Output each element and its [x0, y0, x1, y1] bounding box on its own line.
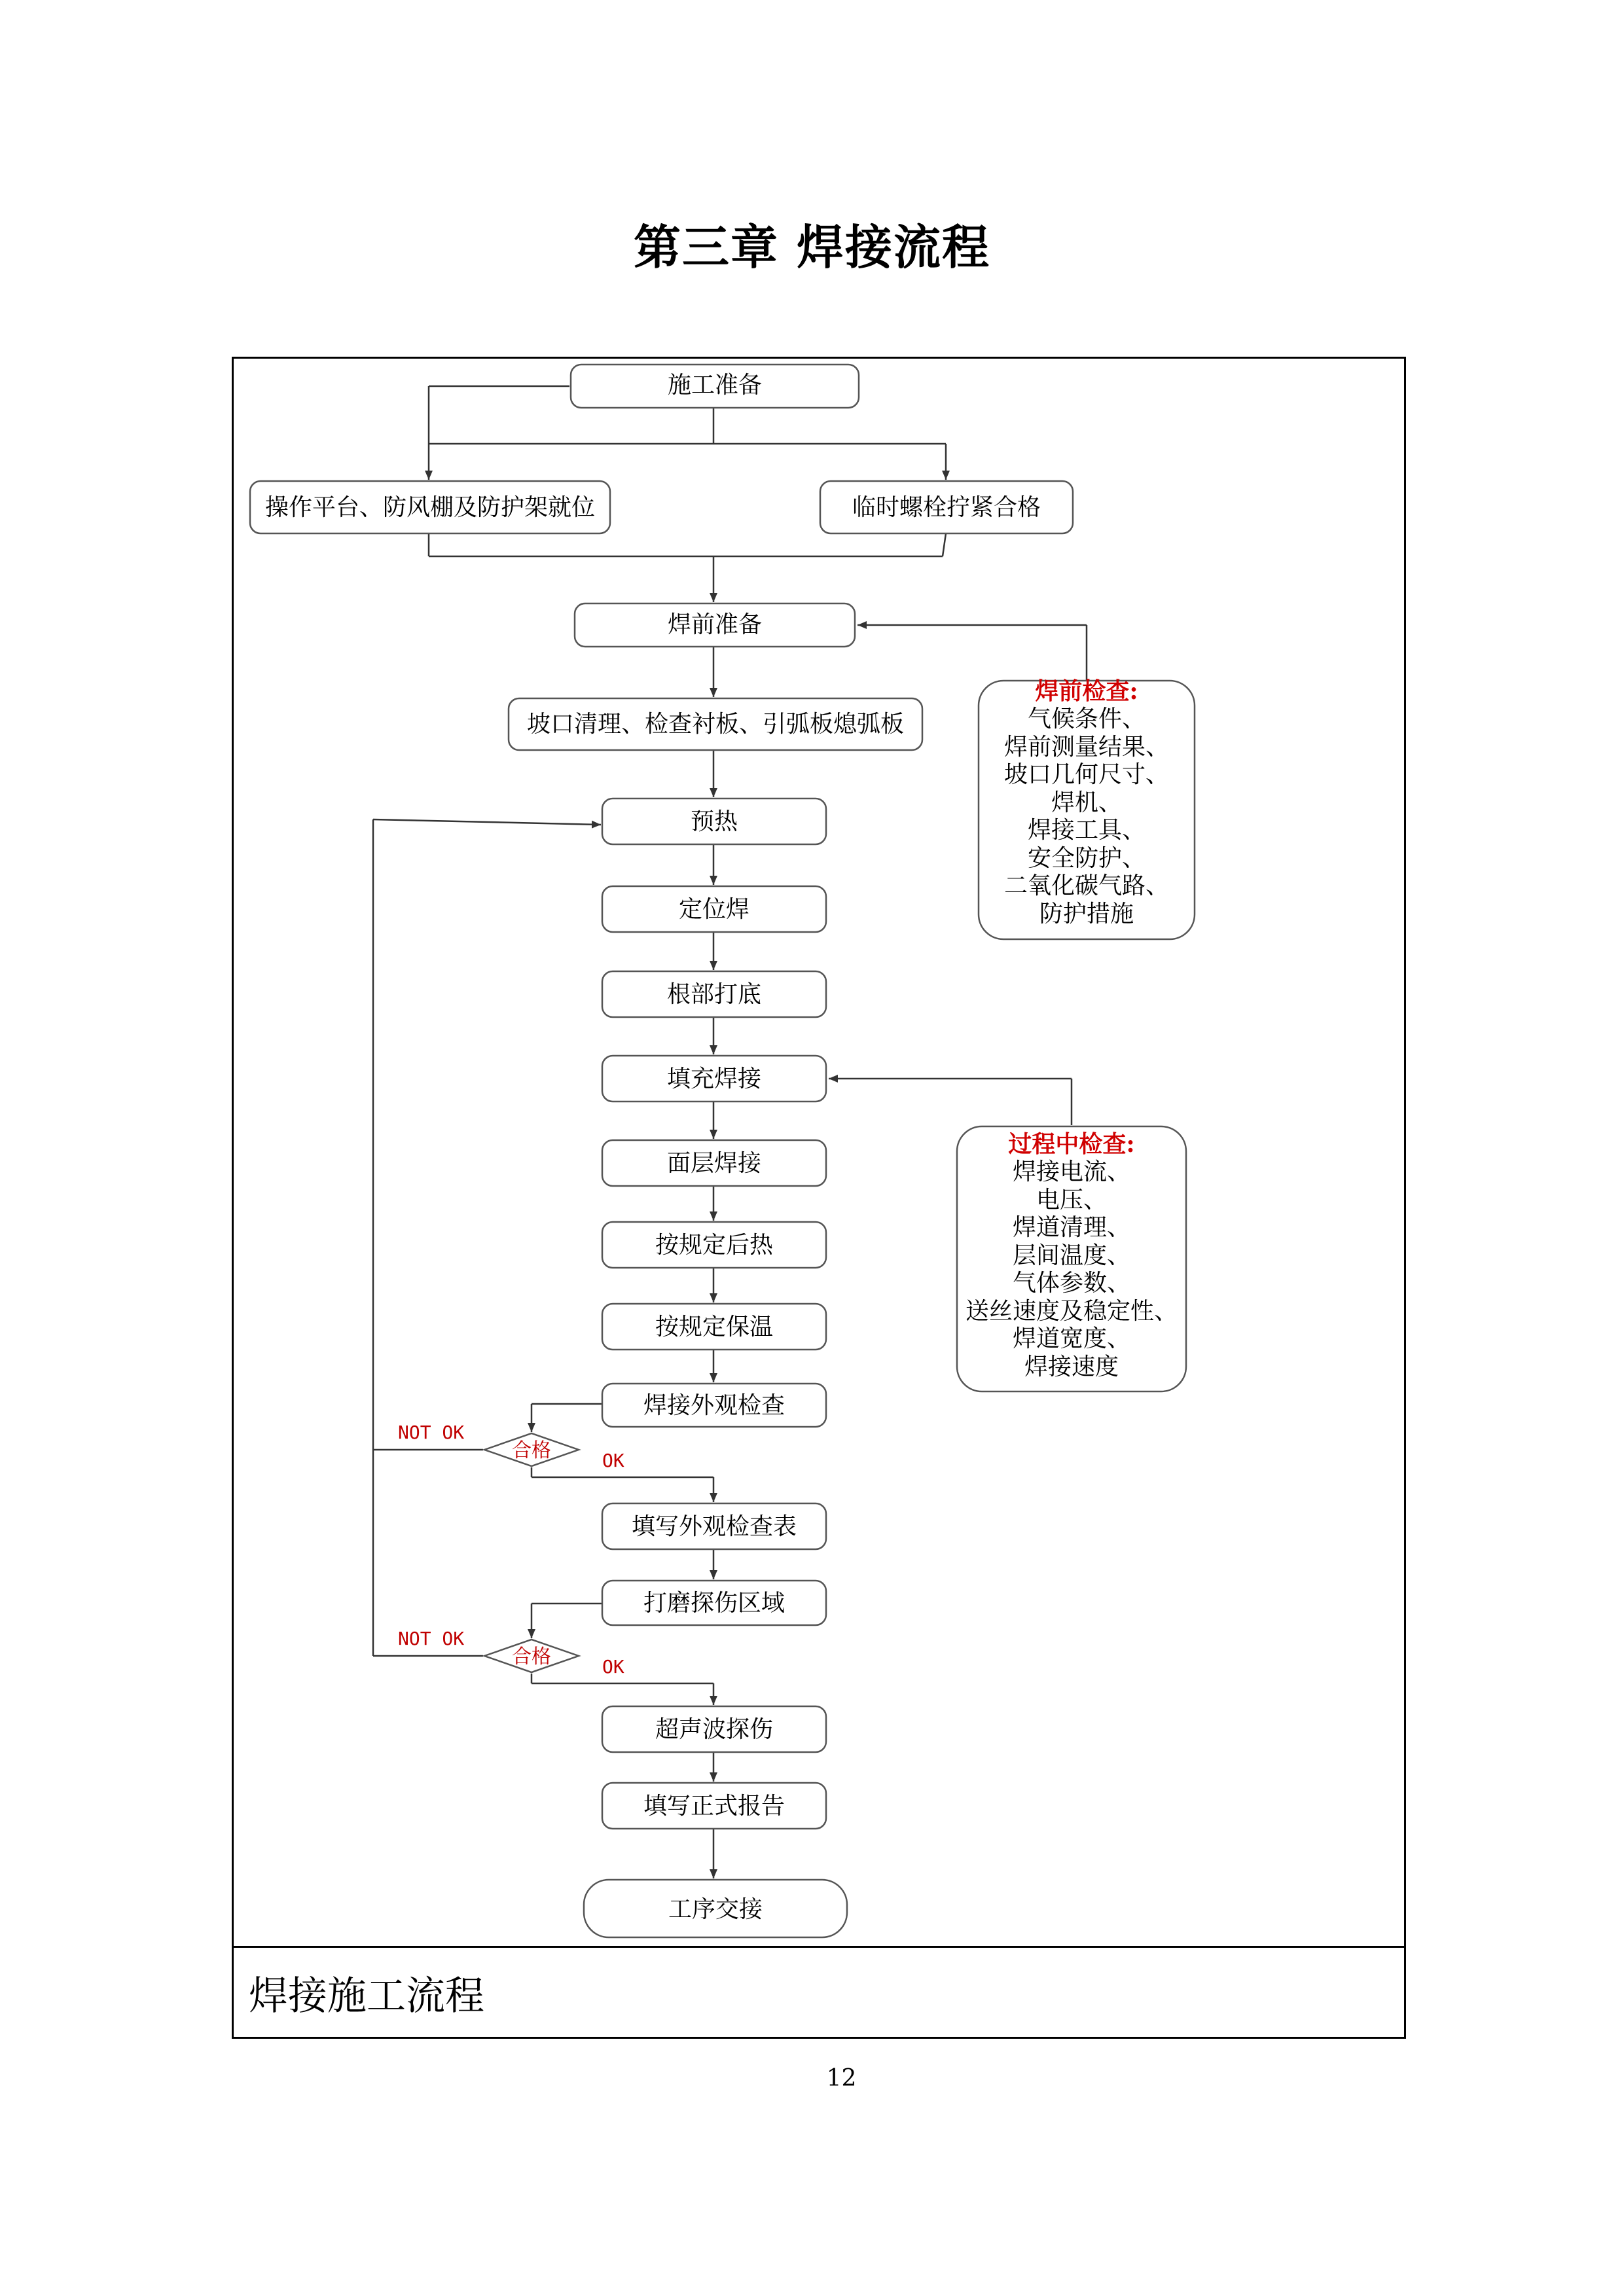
- note-item: 防护措施: [1039, 901, 1134, 927]
- node-insulate: [602, 1304, 826, 1350]
- node-label: 定位焊: [678, 896, 750, 923]
- decision-not-ok-label: NOT OK: [398, 1628, 465, 1649]
- note-item: 气体参数、: [1012, 1270, 1131, 1297]
- note-title: 焊前检查:: [1035, 677, 1138, 705]
- node-cap-weld: [602, 1140, 826, 1186]
- note-item: 送丝速度及稳定性、: [965, 1298, 1178, 1325]
- note-item: 焊接电流、: [1012, 1158, 1131, 1185]
- node-label: 焊接外观检查: [643, 1392, 785, 1419]
- node-fill-visual-form: [602, 1503, 826, 1549]
- note-item: 焊接工具、: [1027, 817, 1146, 844]
- note-item: 焊道清理、: [1012, 1214, 1131, 1241]
- node-label: 焊前准备: [667, 611, 763, 638]
- note-item: 层间温度、: [1012, 1242, 1131, 1269]
- figure-caption: 焊接施工流程: [249, 1973, 484, 2019]
- decision-not-ok-label: NOT OK: [398, 1422, 465, 1443]
- decision-label: 合格: [512, 1439, 551, 1462]
- node-ultrasonic: [602, 1706, 826, 1752]
- node-tack-weld: [602, 886, 826, 932]
- note-item: 安全防护、: [1027, 845, 1146, 872]
- process-check-note: [957, 1126, 1186, 1391]
- node-fill-weld: [602, 1056, 826, 1102]
- node-label: 坡口清理、检查衬板、引弧板熄弧板: [526, 711, 905, 738]
- note-item: 电压、: [1036, 1187, 1108, 1213]
- node-root-pass: [602, 971, 826, 1017]
- node-right-branch: [820, 481, 1073, 533]
- node-label: 预热: [690, 808, 738, 835]
- node-label: 根部打底: [666, 981, 762, 1008]
- node-label: 填写正式报告: [643, 1793, 785, 1820]
- node-label: 填写外观检查表: [631, 1513, 797, 1540]
- pre-weld-check-note: [979, 677, 1195, 939]
- connector: [373, 819, 601, 825]
- node-label: 施工准备: [667, 372, 763, 399]
- node-label: 按规定保温: [655, 1314, 774, 1340]
- node-left-branch: [250, 481, 610, 533]
- node-label: 操作平台、防风棚及防护架就位: [264, 494, 596, 521]
- node-start: [571, 365, 859, 408]
- note-item: 焊接速度: [1024, 1354, 1119, 1380]
- decision-ok-label: OK: [602, 1450, 624, 1471]
- node-label: 超声波探伤: [655, 1716, 774, 1743]
- node-label: 打磨探伤区域: [643, 1590, 785, 1617]
- node-visual-inspect: [602, 1384, 826, 1427]
- decision-visual: [398, 1422, 624, 1471]
- decision-ok-label: OK: [602, 1656, 624, 1677]
- node-groove-clean: [509, 698, 922, 750]
- node-formal-report: [602, 1783, 826, 1829]
- node-label: 填充焊接: [666, 1066, 762, 1092]
- node-label: 面层焊接: [666, 1150, 762, 1177]
- node-preheat: [602, 798, 826, 844]
- connector: [943, 533, 946, 556]
- note-item: 气候条件、: [1027, 706, 1146, 732]
- note-item: 坡口几何尺寸、: [1003, 761, 1170, 788]
- note-item: 焊道宽度、: [1012, 1325, 1131, 1352]
- node-handover: [584, 1880, 847, 1937]
- node-label: 工序交接: [668, 1896, 763, 1923]
- node-grind-area: [602, 1581, 826, 1625]
- note-item: 二氧化碳气路、: [1003, 872, 1170, 899]
- decision-label: 合格: [512, 1645, 551, 1668]
- page-number: 12: [826, 2065, 857, 2092]
- note-title: 过程中检查:: [1008, 1130, 1135, 1158]
- node-label: 按规定后热: [655, 1232, 774, 1259]
- note-item: 焊前测量结果、: [1003, 734, 1170, 761]
- note-item: 焊机、: [1051, 789, 1123, 816]
- node-label: 临时螺栓拧紧合格: [852, 494, 1041, 521]
- decision-ultrasonic: [398, 1628, 624, 1677]
- page-title: 第三章 焊接流程: [633, 220, 991, 275]
- node-post-heat: [602, 1222, 826, 1268]
- node-pre-weld-prep: [575, 603, 855, 647]
